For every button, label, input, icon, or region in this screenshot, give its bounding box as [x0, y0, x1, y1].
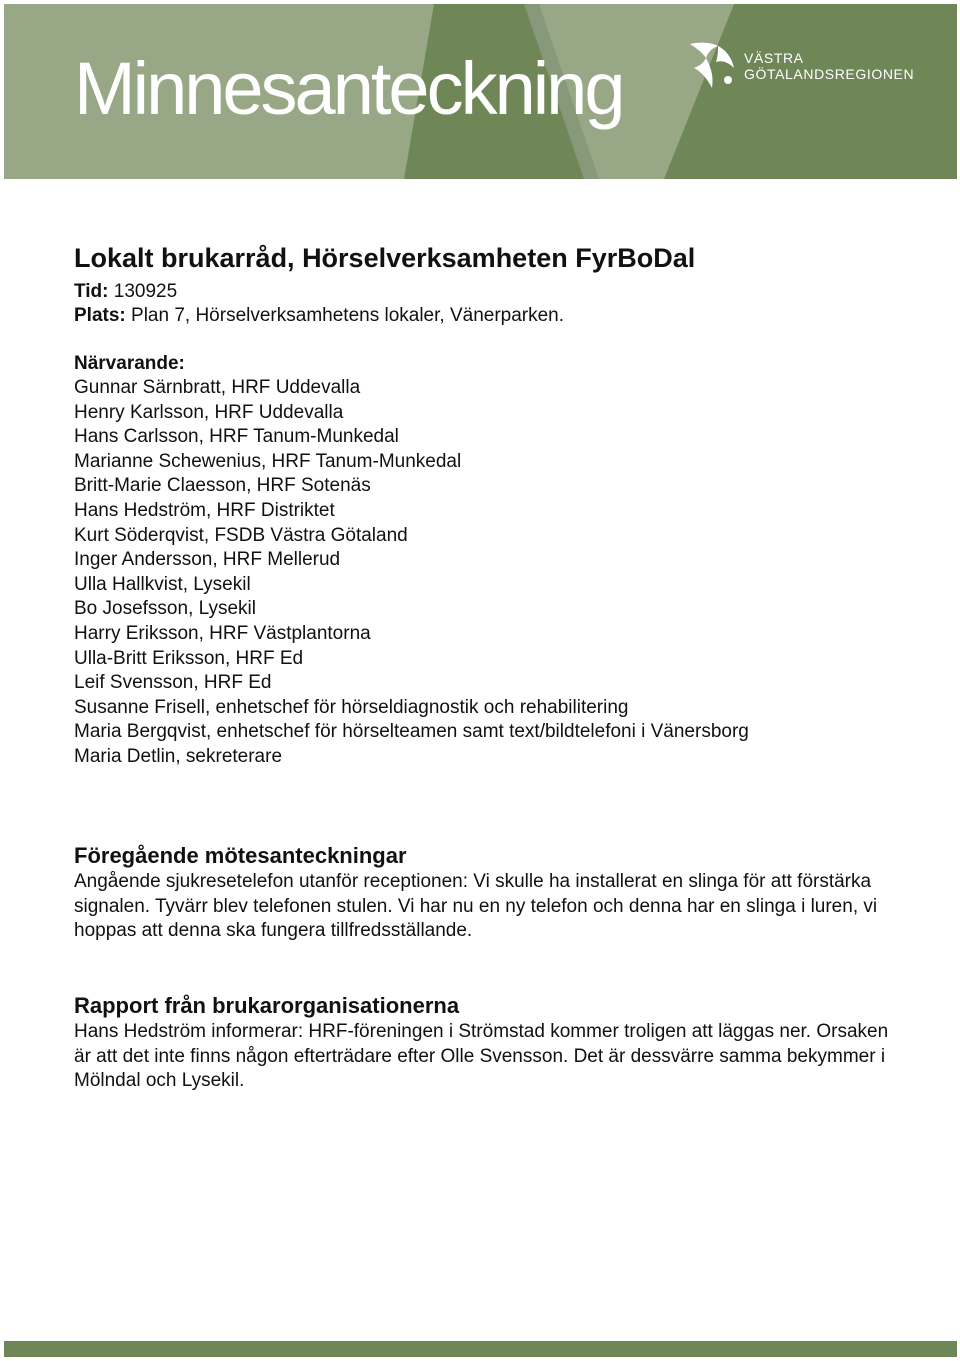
attendee-item: Kurt Söderqvist, FSDB Västra Götaland [74, 524, 408, 546]
previous-notes-heading: Föregående mötesanteckningar [74, 843, 407, 868]
attendees-list [74, 376, 894, 770]
attendee-item: Ulla Hallkvist, Lysekil [74, 573, 251, 595]
time-label: Tid: [74, 281, 109, 302]
document-title: Lokalt brukarråd, Hörselverksamheten FyrBoDal [74, 243, 696, 273]
attendee-item: Susanne Frisell, enhetschef för hörseldiagnostik och rehabilitering [74, 696, 629, 718]
page-title: Minnesanteckning [74, 47, 623, 130]
document-body [74, 240, 894, 770]
report-section [74, 992, 904, 1094]
attendee-item: Hans Carlsson, HRF Tanum-Munkedal [74, 426, 399, 448]
header-banner [4, 4, 957, 179]
place-label: Plats: [74, 305, 126, 326]
report-text: Hans Hedström informerar: HRF-föreningen i Strömstad kommer troligen att läggas ner. Orsaken är att det inte finns någon efterträdare efter Olle Svensson. Det är dessvärre samma bekymmer i Mölndal och Lysekil. [74, 1021, 889, 1091]
attendee-item: Bo Josefsson, Lysekil [74, 598, 256, 620]
logo-line-1: VÄSTRA [744, 50, 804, 66]
attendee-item: Henry Karlsson, HRF Uddevalla [74, 401, 344, 423]
attendee-item: Ulla-Britt Eriksson, HRF Ed [74, 647, 304, 669]
footer-bar [4, 1341, 957, 1357]
report-heading: Rapport från brukarorganisationerna [74, 993, 460, 1018]
place-value: Plan 7, Hörselverksamhetens lokaler, Vänerparken. [131, 305, 565, 326]
logo-wordmark [744, 50, 914, 82]
meta-time [74, 280, 894, 304]
attendee-item: Gunnar Särnbratt, HRF Uddevalla [74, 377, 361, 398]
attendee-item: Harry Eriksson, HRF Västplantorna [74, 622, 371, 644]
attendees-label: Närvarande: [74, 353, 185, 374]
attendee-item: Marianne Schewenius, HRF Tanum-Munkedal [74, 450, 462, 472]
time-value: 130925 [113, 281, 178, 302]
attendee-item: Maria Detlin, sekreterare [74, 745, 283, 767]
attendee-item: Maria Bergqvist, enhetschef för hörselteamen samt text/bildtelefoni i Vänersborg [74, 721, 749, 743]
logo-line-2: GÖTALANDSREGIONEN [744, 66, 915, 82]
previous-notes-text: Angående sjukresetelefon utanför receptionen: Vi skulle ha installerat en slinga för att förstärka signalen. Tyvärr blev telefonen stulen. Vi har nu en ny telefon och denna har en slinga i luren, vi hoppas att denna ska fungera tillfredsställande. [74, 871, 878, 941]
attendee-item: Britt-Marie Claesson, HRF Sotenäs [74, 475, 371, 497]
attendee-item: Hans Hedström, HRF Distriktet [74, 499, 335, 521]
previous-notes-section [74, 842, 904, 944]
vastra-gotalandsregionen-logo-icon [688, 40, 740, 92]
meta-place [74, 304, 894, 328]
attendee-item: Inger Andersson, HRF Mellerud [74, 549, 341, 571]
attendee-item: Leif Svensson, HRF Ed [74, 672, 272, 694]
